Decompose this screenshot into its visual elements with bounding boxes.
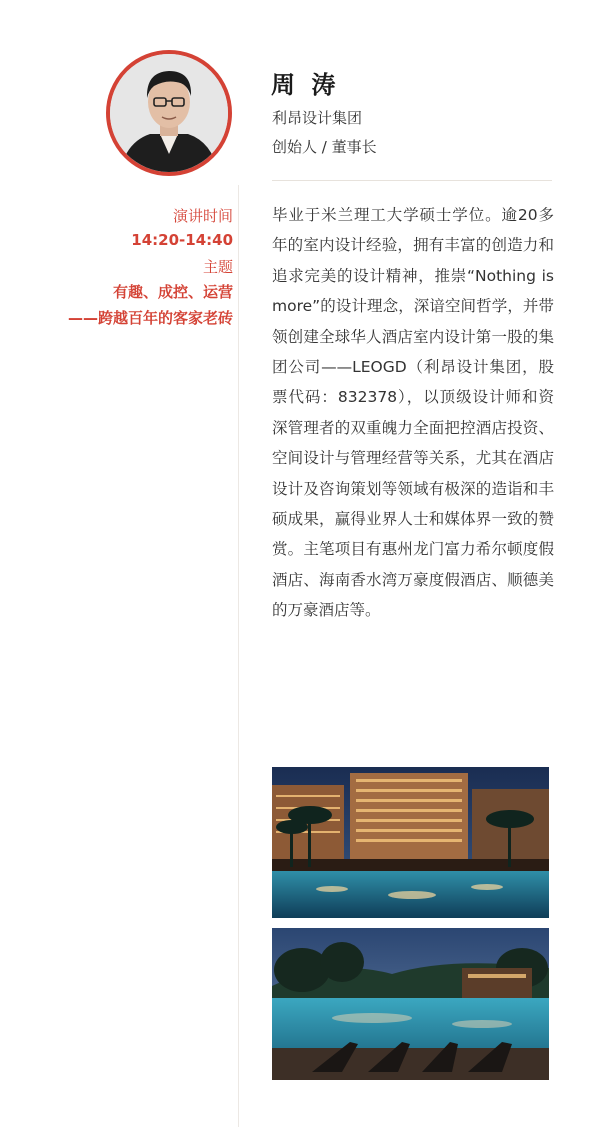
speaker-avatar	[106, 50, 232, 176]
topic-label: 主题	[202, 258, 233, 276]
session-info	[30, 204, 233, 331]
resort-pool-loungers-photo-icon	[272, 928, 549, 1080]
column-divider	[238, 185, 239, 1127]
speaker-portrait-icon	[110, 54, 228, 172]
topic-line-1: 有趣、成控、运营	[112, 283, 233, 301]
speaker-bio: 毕业于米兰理工大学硕士学位。逾20多年的室内设计经验，拥有丰富的创造力和追求完美的设计精神，推崇“Nothing is more”的设计理念，深谙空间哲学，并带领创建全球华人酒店室内设计第一股的集团公司——LEOGD（利昂设计集团，股票代码：832378），以顶级设计师和资深管理者的双重魄力全面把控酒店投资、空间设计与管理经营等关系，尤其在酒店设计及咨询策划等领域有极深的造诣和丰硕成果，赢得业界人士和媒体界一致的赞赏。主笔项目有惠州龙门富力希尔顿度假酒店、海南香水湾万豪度假酒店、顺德美的万豪酒店等。	[272, 206, 554, 620]
time-label: 演讲时间	[172, 207, 233, 225]
topic-line-2: ——跨越百年的客家老砖	[67, 309, 233, 327]
session-time: 14:20-14:40	[131, 231, 233, 249]
hotel-pool-night-photo-icon	[272, 767, 549, 918]
speaker-role: 创始人 / 董事长	[272, 138, 377, 156]
speaker-company: 利昂设计集团	[272, 109, 363, 127]
header-divider	[272, 180, 552, 181]
speaker-name: 周 涛	[271, 71, 340, 99]
hotel-photo-2	[272, 928, 549, 1080]
hotel-photo-1	[272, 767, 549, 918]
